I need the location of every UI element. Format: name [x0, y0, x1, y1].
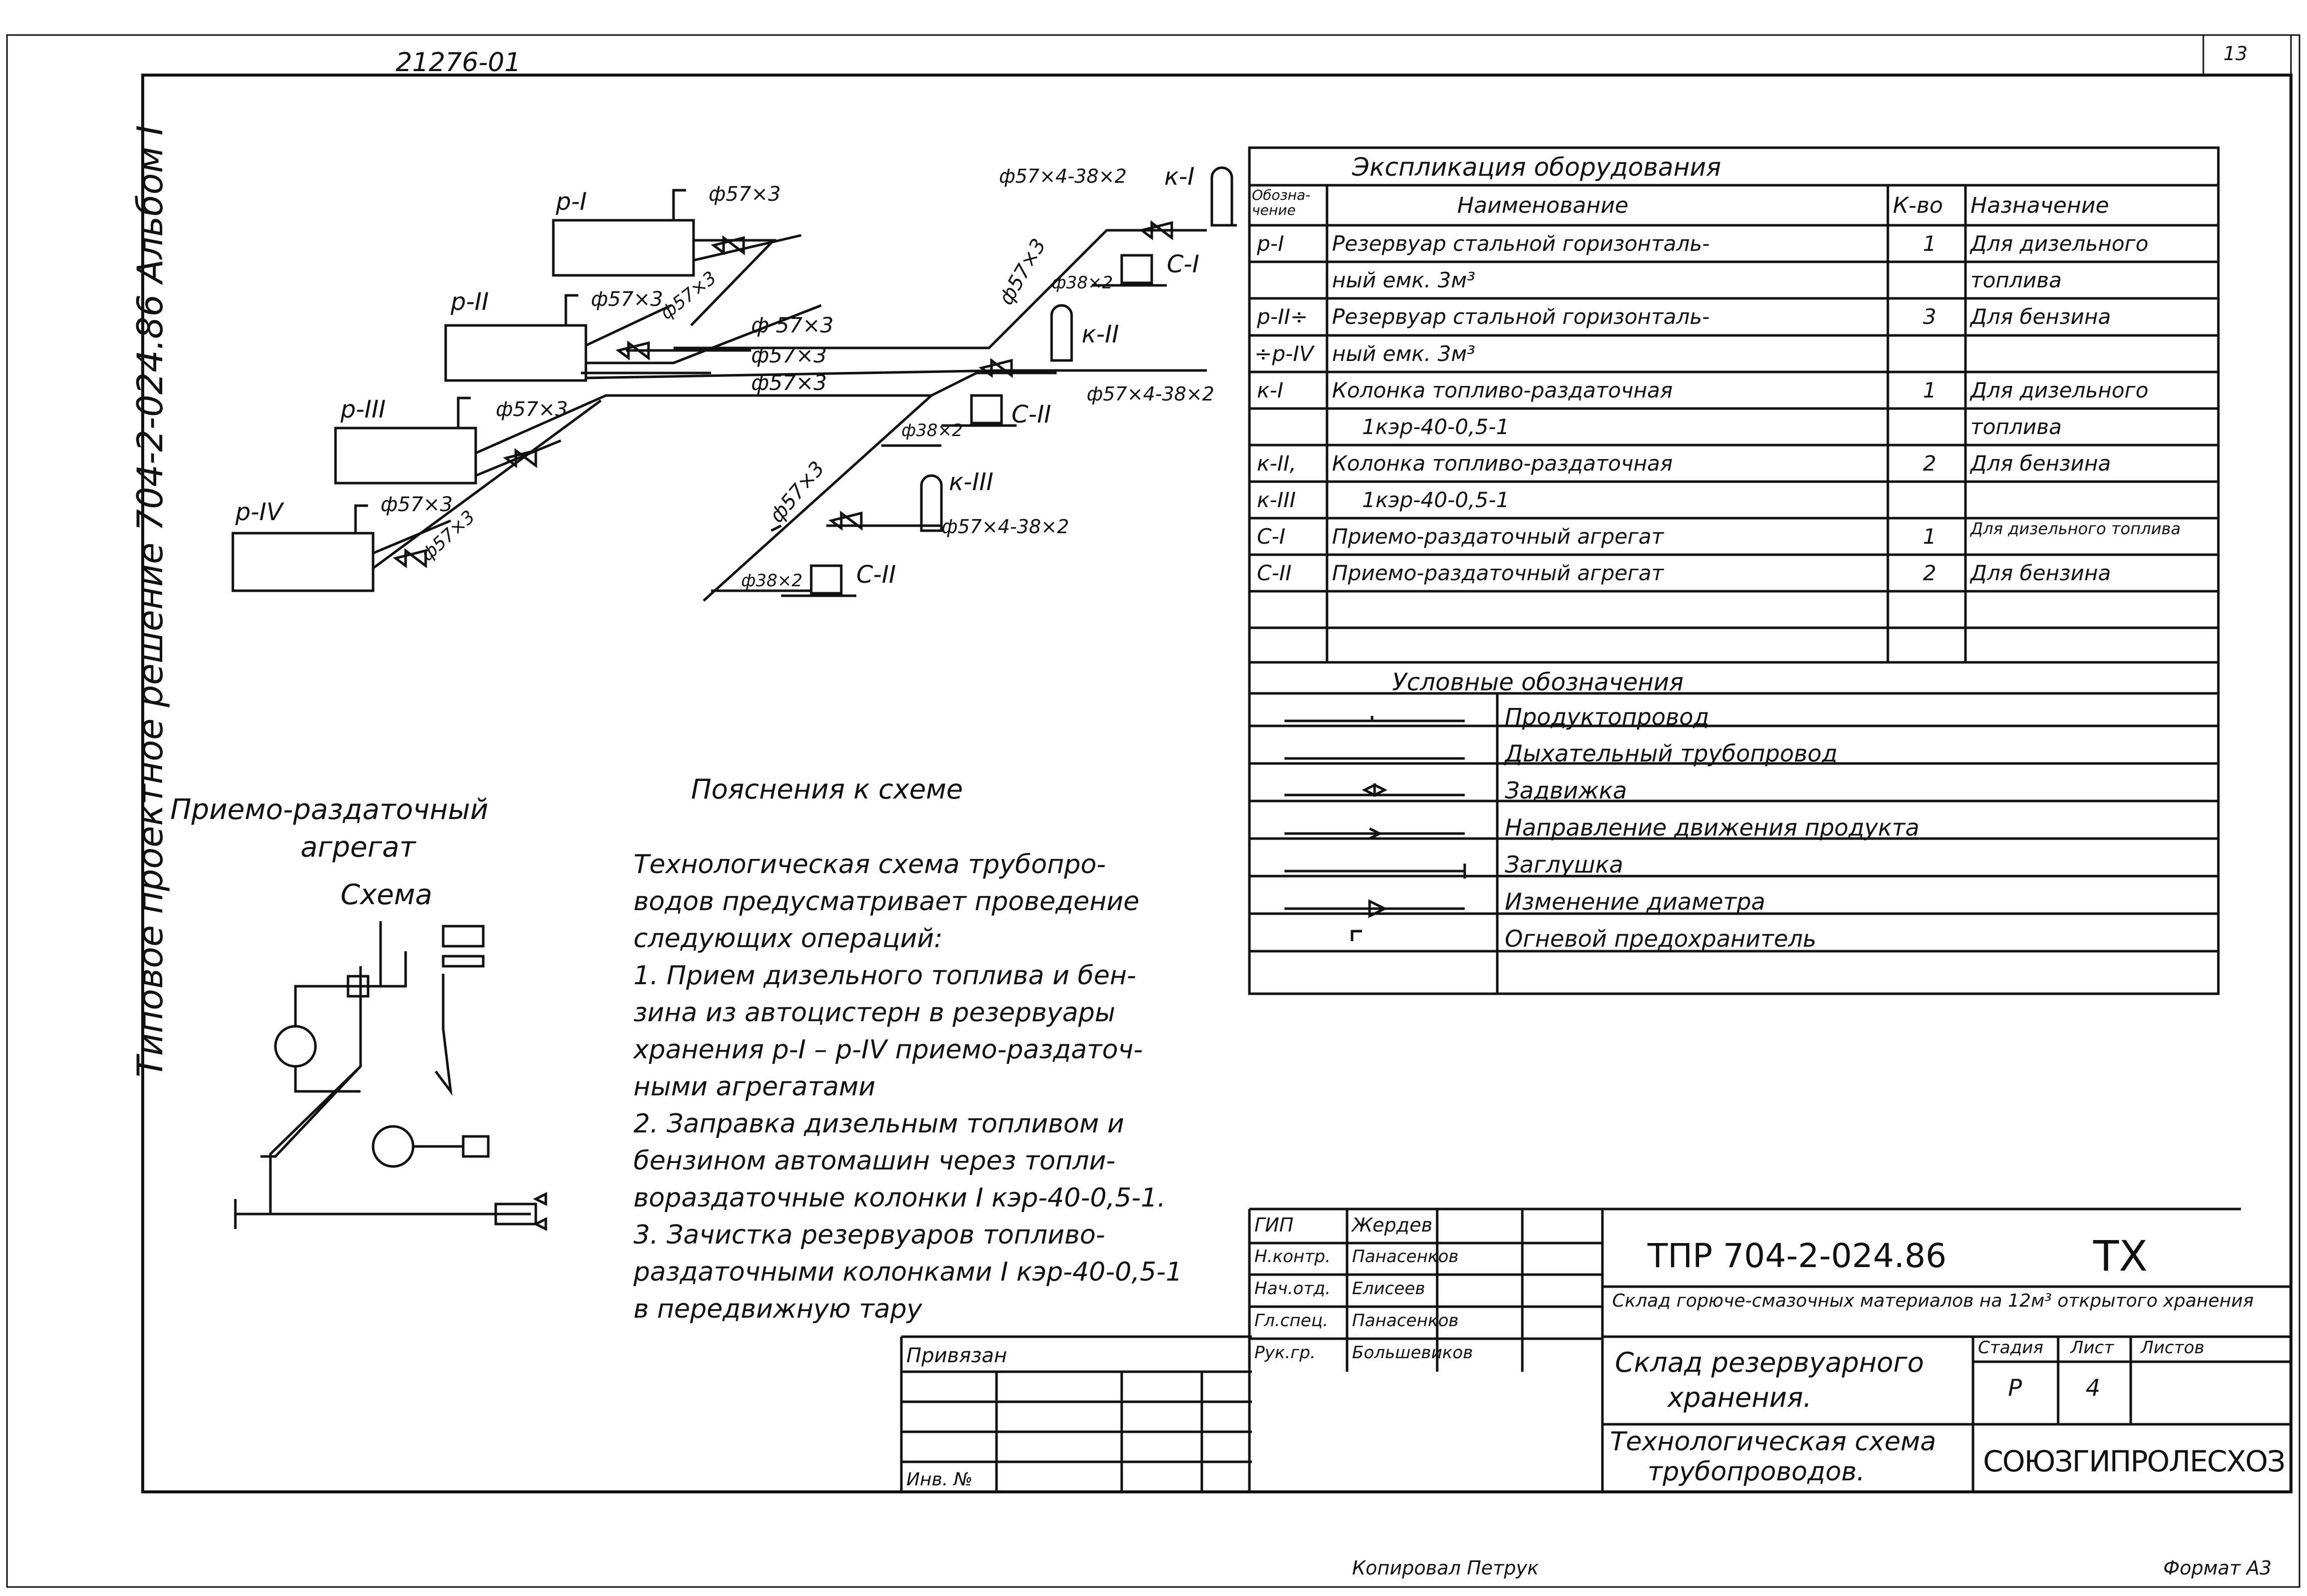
legend-item: Направление движения продукта: [1505, 814, 1919, 841]
explication-row-purpose: топлива: [1970, 268, 2062, 292]
inventory-label: Инв. №: [906, 1469, 973, 1490]
explication-header-code: Обозна-чение: [1252, 187, 1310, 218]
tank-p3-label: р-III: [341, 395, 386, 424]
pipe-label: ф57×3: [496, 398, 568, 421]
explication-row-code: С-I: [1257, 524, 1285, 549]
pipe-label: ф57×3: [381, 493, 453, 516]
explication-row-purpose: Для бензина: [1970, 561, 2111, 585]
pipe-label: ф57×3: [995, 235, 1051, 309]
legend-item: Задвижка: [1505, 777, 1627, 804]
notes-line: 2. Заправка дизельным топливом и: [633, 1109, 1124, 1139]
explication-row-qty: 2: [1923, 561, 1936, 585]
explication-row-name: Резервуар стальной горизонталь-: [1332, 231, 1710, 256]
bound-label: Привязан: [906, 1344, 1008, 1367]
pipe-label: ф57×3: [765, 457, 829, 527]
explication-row-purpose: Для дизельного: [1970, 231, 2149, 256]
drawing-name: Технологическая схема: [1610, 1427, 1936, 1457]
explication-row-code: р-I: [1257, 231, 1284, 256]
pipe-label: ф57×3: [751, 343, 827, 367]
notes-line: Технологическая схема трубопро-: [633, 850, 1106, 880]
explication-row-code: р-II÷: [1257, 304, 1308, 329]
notes-body: [633, 846, 1249, 1328]
explication-row-code: к-I: [1257, 378, 1283, 403]
pipe-label: ф38×2: [741, 571, 803, 591]
staff-name: Жердев: [1352, 1214, 1433, 1236]
staff-name: Елисеев: [1352, 1279, 1425, 1299]
explication-row-code: С-II: [1257, 561, 1292, 585]
drawing-name: трубопроводов.: [1647, 1457, 1865, 1487]
staff-name: Большевиков: [1352, 1343, 1473, 1363]
pipe-label: ф57×3: [417, 506, 479, 566]
notes-line: 1. Прием дизельного топлива и бен-: [633, 961, 1136, 991]
explication-row-name: Приемо-раздаточный агрегат: [1332, 561, 1664, 585]
object-name: Склад резервуарного: [1615, 1347, 1924, 1378]
notes-line: бензином автомашин через топли-: [633, 1146, 1116, 1176]
tank-p4-label: р-IV: [235, 498, 283, 526]
sheet-value: 4: [2086, 1374, 2101, 1401]
pipe-label: ф57×3: [751, 370, 827, 395]
explication-row-qty: 2: [1923, 451, 1936, 476]
pipe-label: ф57×3: [709, 183, 781, 206]
column-k3-label: к-III: [949, 468, 994, 496]
stage-header: Стадия: [1978, 1338, 2044, 1358]
staff-name: Панасенков: [1352, 1311, 1459, 1331]
explication-row-qty: 3: [1923, 304, 1936, 329]
legend-item: Изменение диаметра: [1505, 888, 1766, 915]
staff-role: Рук.гр.: [1254, 1343, 1316, 1363]
column-k2-label: к-II: [1082, 320, 1119, 348]
explication-row-name: 1кэр-40-0,5-1: [1362, 488, 1510, 512]
tank-p1-label: р-I: [556, 188, 587, 216]
explication-row-name: Колонка топливо-раздаточная: [1332, 451, 1673, 476]
explication-row-name: ный емк. 3м³: [1332, 341, 1476, 366]
notes-line: ными агрегатами: [633, 1072, 876, 1102]
notes-line: раздаточными колонками I кэр-40-0,5-1: [633, 1257, 1182, 1287]
column-k1-label: к-I: [1164, 163, 1195, 191]
object-name: хранения.: [1668, 1382, 1812, 1413]
explication-row-purpose: топлива: [1970, 415, 2062, 439]
explication-row-code: ÷р-IV: [1254, 341, 1314, 366]
notes-line: хранения р-I – р-IV приемо-раздаточ-: [633, 1035, 1143, 1065]
pipe-label: ф57×4-38×2: [941, 516, 1069, 538]
explication-row-name: Приемо-раздаточный агрегат: [1332, 524, 1664, 549]
inset-subtitle: Схема: [341, 879, 433, 911]
explication-row-code: к-III: [1257, 488, 1296, 512]
explication-row-name: Резервуар стальной горизонталь-: [1332, 304, 1710, 329]
sheet-format: Формат А3: [2163, 1557, 2272, 1579]
legend-title: Условные обозначения: [1392, 668, 1684, 696]
side-album-label: Типовое проектное решение 704-2-024.86 Альбом I: [130, 125, 171, 1077]
explication-row-name: ный емк. 3м³: [1332, 268, 1476, 292]
aggregate-c1-label: С-I: [1167, 250, 1199, 278]
organization-name: СОЮЗГИПРОЛЕСХОЗ: [1983, 1444, 2285, 1478]
legend-item: Огневой предохранитель: [1505, 925, 1817, 952]
explication-row-purpose: Для бензина: [1970, 304, 2111, 329]
explication-row-purpose: Для бензина: [1970, 451, 2111, 476]
sheets-header: Листов: [2141, 1338, 2205, 1358]
tpr-designation: ТПР 704-2-024.86: [1647, 1237, 1947, 1275]
staff-role: Нач.отд.: [1254, 1279, 1331, 1299]
aggregate-c3-label: С-II: [856, 561, 896, 589]
project-name: Склад горюче-смазочных материалов на 12м³ открытого хранения: [1612, 1291, 2254, 1311]
aggregate-c2-label: С-II: [1012, 401, 1052, 429]
inset-title: Приемо-раздаточный: [170, 793, 489, 826]
explication-header-purpose: Назначение: [1970, 193, 2109, 218]
explication-header-qty: К-во: [1893, 193, 1943, 218]
pipe-label: ф57×3: [591, 288, 664, 311]
legend-item: Продуктопровод: [1505, 703, 1710, 730]
document-number: 21276-01: [396, 48, 521, 78]
pipe-label: ф57×4-38×2: [1087, 383, 1214, 405]
pipe-label: ф 57×3: [751, 313, 834, 337]
explication-row-qty: 1: [1923, 524, 1936, 549]
staff-role: Гл.спец.: [1254, 1311, 1329, 1331]
sheet-header: Лист: [2071, 1338, 2114, 1358]
explication-row-qty: 1: [1923, 231, 1936, 256]
explication-row-purpose: Для дизельного топлива: [1970, 519, 2181, 538]
notes-title: Пояснения к схеме: [691, 773, 963, 805]
explication-row-name: 1кэр-40-0,5-1: [1362, 415, 1510, 439]
explication-row-name: Колонка топливо-раздаточная: [1332, 378, 1673, 403]
pipe-label: ф57×3: [656, 267, 721, 324]
explication-row-code: к-II,: [1257, 451, 1296, 476]
staff-role: ГИП: [1254, 1214, 1294, 1236]
notes-line: следующих операций:: [633, 924, 943, 954]
explication-row-purpose: Для дизельного: [1970, 378, 2149, 403]
tank-p2-label: р-II: [451, 288, 489, 316]
notes-line: вораздаточные колонки I кэр-40-0,5-1.: [633, 1183, 1166, 1213]
sheet-corner-number: 13: [2223, 43, 2248, 65]
explication-title: Экспликация оборудования: [1352, 153, 1721, 182]
stage-value: Р: [2008, 1374, 2022, 1401]
legend-item: Заглушка: [1505, 851, 1623, 878]
notes-line: водов предусматривает проведение: [633, 887, 1140, 917]
legend-item: Дыхательный трубопровод: [1505, 740, 1838, 767]
notes-line: в передвижную тару: [633, 1294, 922, 1324]
pipe-label: ф38×2: [1052, 273, 1113, 293]
staff-role: Н.контр.: [1254, 1247, 1331, 1267]
inset-title: агрегат: [300, 831, 416, 864]
explication-header-name: Наименование: [1457, 193, 1628, 218]
notes-line: зина из автоцистерн в резервуары: [633, 998, 1116, 1028]
pipe-label: ф38×2: [901, 421, 963, 441]
document-code: ТХ: [2093, 1232, 2148, 1281]
pipe-label: ф57×4-38×2: [999, 165, 1127, 187]
staff-name: Панасенков: [1352, 1247, 1459, 1267]
copied-by: Копировал Петрук: [1352, 1557, 1539, 1579]
explication-row-qty: 1: [1923, 378, 1936, 403]
notes-line: 3. Зачистка резервуаров топливо-: [633, 1220, 1105, 1250]
